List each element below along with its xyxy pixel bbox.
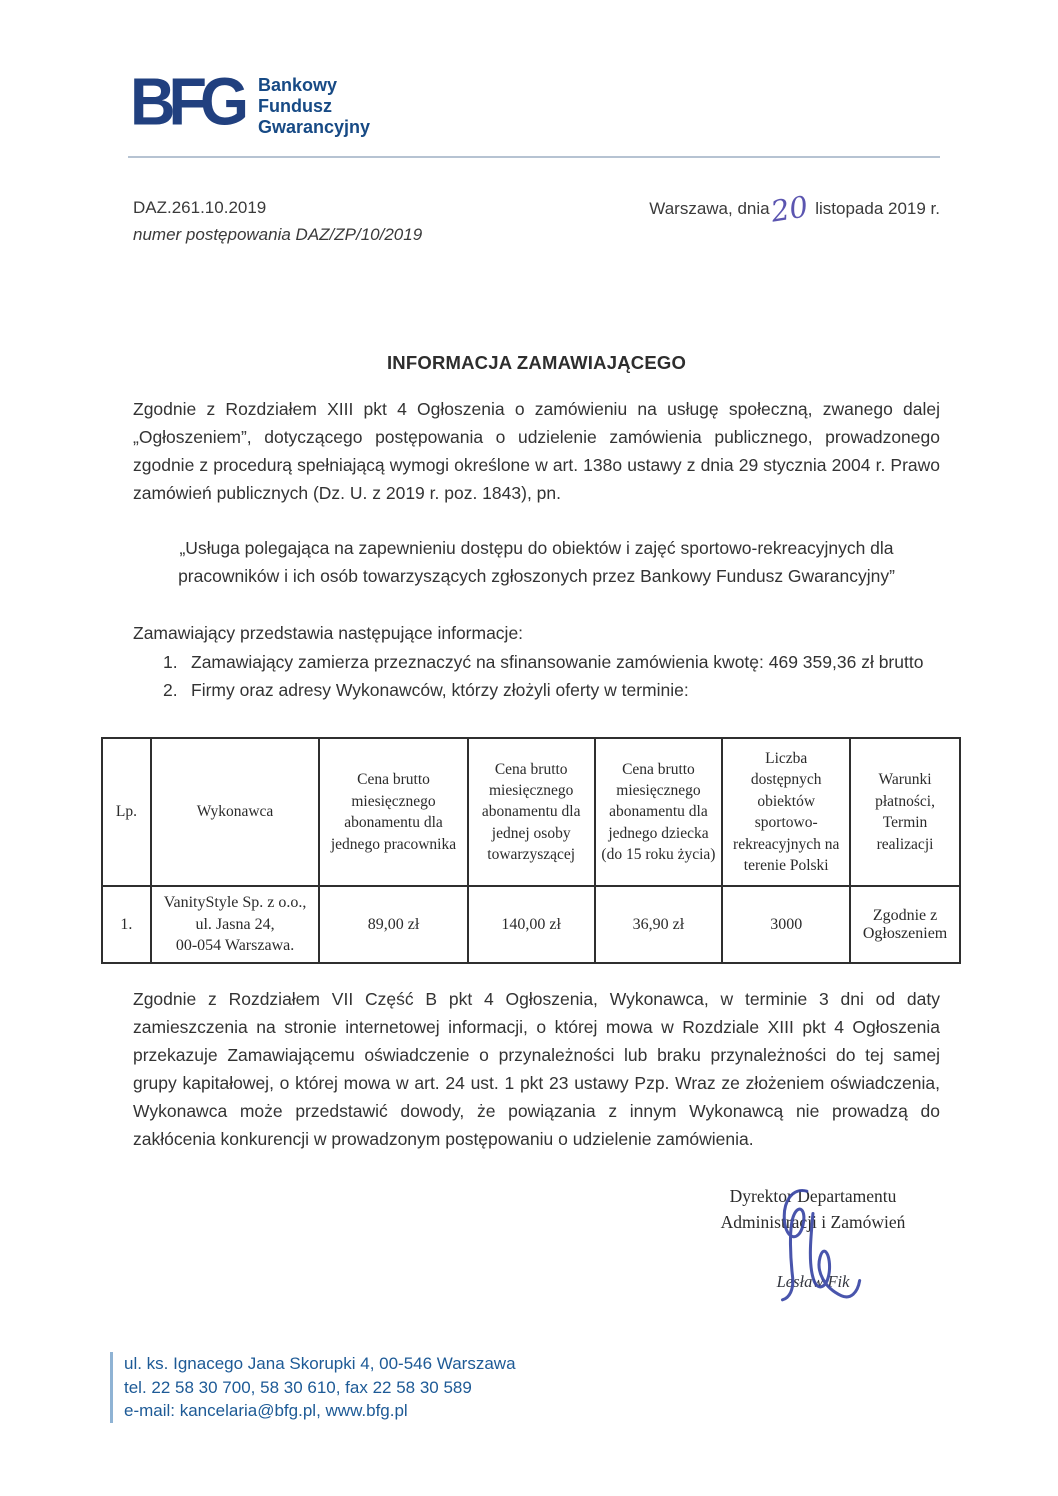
col-header-warunki: Warunki płatności, Termin realizacji [850, 738, 960, 886]
logo-wordmark-line: Bankowy [257, 75, 338, 95]
list-item [133, 648, 940, 676]
table-header-row [102, 738, 960, 886]
contractor-city: 00-054 Warszawa. [175, 937, 295, 955]
list-intro: Zamawiający przedstawia następujące informacje: [133, 623, 524, 643]
case-number: DAZ.261.10.2019 [133, 198, 267, 217]
table-row [102, 886, 960, 963]
col-header-cena-dziecko: Cena brutto miesięcznego abonamentu dla jednego dziecka (do 15 roku życia) [595, 738, 723, 886]
list-item-text: Zamawiający zamierza przeznaczyć na sfinansowanie zamówienia kwotę: 469 359,36 zł brutto [191, 652, 924, 672]
proceeding-number: numer postępowania DAZ/ZP/10/2019 [133, 225, 423, 244]
handwritten-day: 20 [768, 189, 810, 229]
list-item [133, 676, 940, 704]
footer-contact-block [110, 1352, 516, 1423]
bfg-logo-icon: BFG [130, 64, 242, 140]
contractor-name: VanityStyle Sp. z o.o., [163, 894, 307, 912]
logo-wordmark-line: Gwarancyjny [257, 117, 371, 137]
offers-table [101, 737, 961, 964]
cell-facilities-count: 3000 [722, 886, 850, 963]
header-divider [128, 156, 940, 158]
logo-wordmark-line: Fundusz [257, 96, 332, 116]
col-header-lp: Lp. [102, 738, 151, 886]
signer-title-line: Administracji i Zamówień [720, 1212, 906, 1233]
date-prefix: Warszawa, dnia [649, 199, 770, 218]
intro-paragraph: Zgodnie z Rozdziałem XIII pkt 4 Ogłoszenia o zamówieniu na usługę społeczną, zwanego dalej „Ogłoszeniem”, dotyczącego postępowania o udzielenie zamówienia publicznego, prowadzonego zgodnie z procedurą spełniającą wymogi określone w art. 138o ustawy z dnia 29 stycznia 2004 r. Prawo zamówień publicznych (Dz. U. z 2019 r. poz. 1843), pn. [133, 399, 940, 503]
cell-contractor [151, 886, 319, 963]
letterhead [130, 0, 940, 138]
place-and-date [649, 189, 940, 248]
document-title: INFORMACJA ZAMAWIAJĄCEGO [386, 352, 687, 373]
closing-paragraph: Zgodnie z Rozdziałem VII Część B pkt 4 Ogłoszenia, Wykonawca, w terminie 3 dni od daty zamieszczenia na stronie internetowej informacji, o której mowa w Rozdziale XIII pkt 4 Ogłoszenia przekazuje Zamawiającemu oświadczenie o przynależności lub braku przynależności do tej samej grupy kapitałowej, o której mowa w art. 24 ust. 1 pkt 23 ustawy Pzp. Wraz ze złożeniem oświadczenia, Wykonawca może przedstawić dowody, że powiązania z innym Wykonawcą nie prowadzą do zakłócenia konkurencji w prowadzonym postępowaniu o udzielenie zamówienia. [133, 989, 940, 1150]
col-header-cena-pracownik: Cena brutto miesięcznego abonamentu dla jednego pracownika [319, 738, 468, 886]
list-item-text: Firmy oraz adresy Wykonawców, którzy złożyli oferty w terminie: [191, 680, 689, 700]
footer-email-web: e-mail: kancelaria@bfg.pl, www.bfg.pl [124, 1401, 408, 1420]
case-reference [133, 194, 422, 248]
cell-price-companion: 140,00 zł [468, 886, 595, 963]
col-header-liczba-obiektow: Liczba dostępnych obiektów sportowo-rekreacyjnych na terenie Polski [722, 738, 850, 886]
col-header-cena-osoba: Cena brutto miesięcznego abonamentu dla jednej osoby towarzyszącej [468, 738, 595, 886]
footer-phone: tel. 22 58 30 700, 58 30 610, fax 22 58 30 589 [124, 1377, 472, 1397]
col-header-wykonawca: Wykonawca [151, 738, 319, 886]
signer-title-line: Dyrektor Departamentu [729, 1186, 897, 1207]
cell-lp: 1. [102, 886, 151, 963]
cell-price-child: 36,90 zł [595, 886, 723, 963]
contract-name-quote: „Usługa polegająca na zapewnieniu dostępu do obiektów i zajęć sportowo-rekreacyjnych dla pracowników i ich osób towarzyszących zgłoszonych przez Bankowy Fundusz Gwarancyjny” [178, 538, 895, 586]
list-item-number: 1. [163, 652, 178, 672]
signature-block [688, 1183, 938, 1295]
footer-address: ul. ks. Ignacego Jana Skorupki 4, 00-546 Warszawa [124, 1354, 516, 1373]
cell-terms: Zgodnie z Ogłoszeniem [850, 886, 960, 963]
reference-block [133, 189, 940, 248]
information-list [133, 648, 940, 704]
contractor-street: ul. Jasna 24, [195, 915, 275, 933]
logo-wordmark [258, 70, 370, 138]
cell-price-employee: 89,00 zł [319, 886, 468, 963]
date-suffix: listopada 2019 r. [810, 199, 940, 218]
list-item-number: 2. [163, 680, 178, 700]
signer-name: Lesław Fik [776, 1272, 850, 1292]
